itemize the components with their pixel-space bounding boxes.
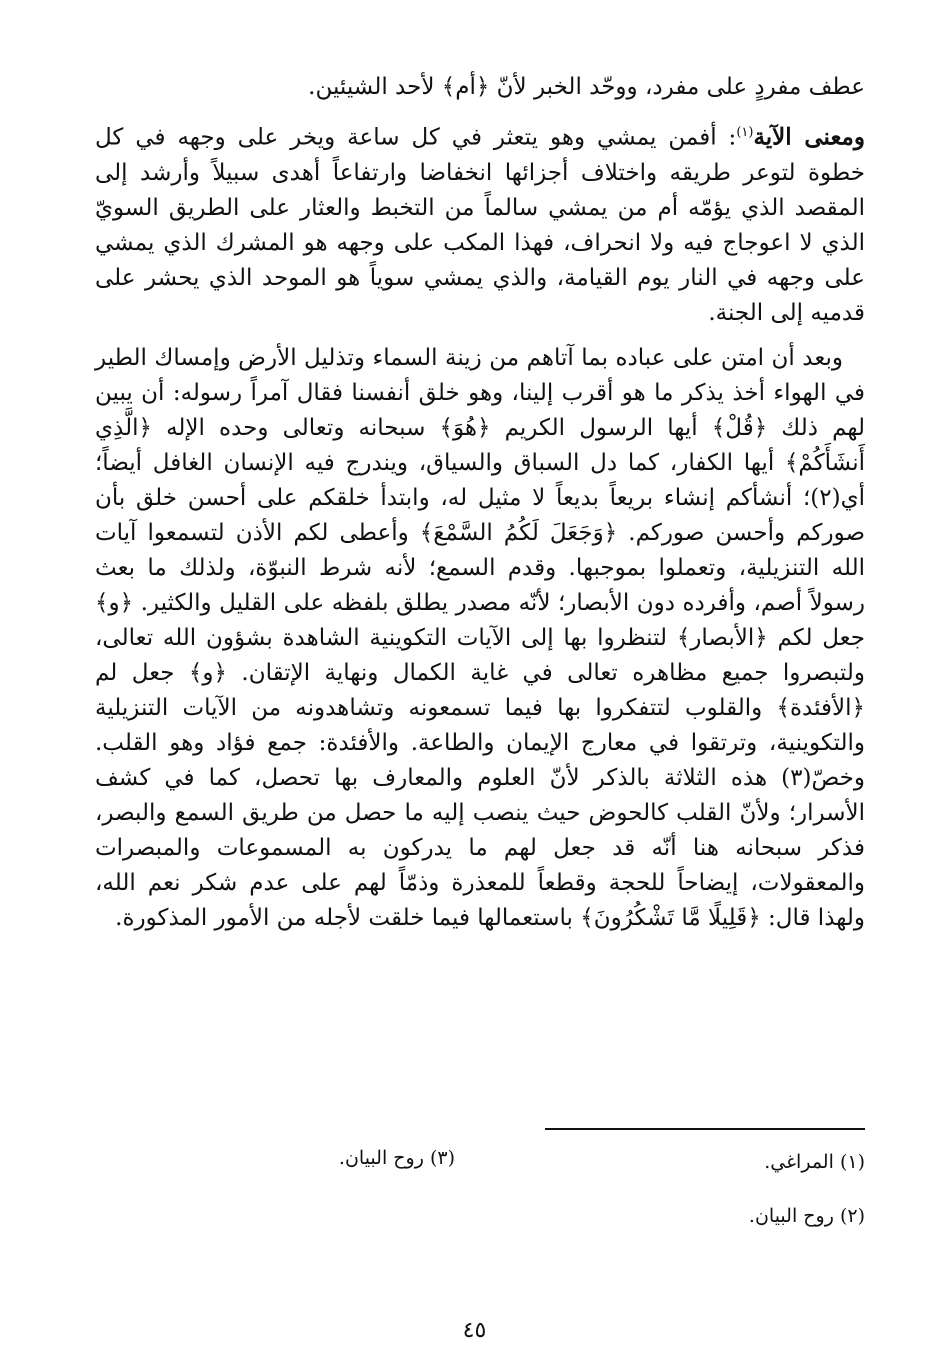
paragraph-1 (95, 70, 865, 105)
footnote-3-text: روح البيان. (338, 1147, 424, 1169)
footnote-2-text: روح البيان. (748, 1205, 834, 1227)
footnote-ref-1: (١) (736, 125, 754, 140)
paragraph-3 (95, 341, 865, 936)
footnote-3 (339, 1146, 455, 1170)
paragraph-2-text: : أفمن يمشي وهو يتعثر في كل ساعة ويخر على وجهه في كل خطوة لتوعر طريقه واختلاف أجزائها انخفاضا وارتفاعاً أهدى سبيلاً وأرشد إلى المقصد الذي يؤمّه أم من يمشي سالماً من التخبط والعثار على الطريق السويّ الذي لا اعوجاج فيه ولا انحراف، فهذا المكب على وجهه هو المشرك الذي يمشي على وجهه في النار يوم القيامة، والذي يمشي سوياً هو الموحد الذي يحشر على قدميه إلى الجنة. (95, 124, 865, 326)
page-body (95, 70, 865, 946)
footnote-1 (764, 1150, 865, 1174)
page-number: ٤٥ (462, 1318, 487, 1343)
paragraph-3-text: وبعد أن امتن على عباده بما آتاهم من زينة السماء وتذليل الأرض وإمساك الطير في الهواء أخذ يذكر ما هو أقرب إلينا، وهو خلق أنفسنا فقال آمراً رسوله: أن يبين لهم ذلك ﴿قُلْ﴾ أيها الرسول الكريم ﴿هُوَ﴾ سبحانه وتعالى وحده الإله ﴿الَّذِي أَنشَأَكُمْ﴾ أيها الكفار، كما دل السباق والسياق، ويندرج فيه الإنسان الغافل أيضاً؛ أي(٢)؛ أنشأكم إنشاء بريعاً بديعاً لا مثيل له، وابتدأ خلقكم على أحسن خلق بأن صوركم وأحسن صوركم. ﴿وَجَعَلَ لَكُمُ السَّمْعَ﴾ وأعطى لكم الأذن لتسمعوا آيات الله التنزيلية، وتعملوا بموجبها. وقدم السمع؛ لأنه شرط النبوّة، ولذلك ما بعث رسولاً أصم، وأفرده دون الأبصار؛ لأنّه مصدر يطلق بلفظه على القليل والكثير. ﴿و﴾ جعل لكم ﴿الأبصار﴾ لتنظروا بها إلى الآيات التكوينية الشاهدة بشؤون الله تعالى، ولتبصروا جميع مظاهره تعالى في غاية الكمال ونهاية الإتقان. ﴿و﴾ جعل لم ﴿الأفئدة﴾ والقلوب لتتفكروا بها فيما تسمعونه وتشاهدونه من الآيات التنزيلية والتكوينية، وترتقوا في معارج الإيمان والطاعة. والأفئدة: جمع فؤاد وهو القلب. وخصّ(٣) هذه الثلاثة بالذكر لأنّ العلوم والمعارف بها تحصل، كما في كشف الأسرار؛ ولأنّ القلب كالحوض حيث ينصب إليه ما حصل من طريق السمع والبصر، فذكر سبحانه هنا أنّه قد جعل لهم ما يدركون به المسموعات والمبصرات والمعقولات، إيضاحاً للحجة وقطعاً للمعذرة وذمّاً لهم على عدم شكر نعم الله، ولهذا قال: ﴿قَلِيلًا مَّا تَشْكُرُونَ﴾ باستعمالها فيما خلقت لأجله من الأمور المذكورة. (95, 344, 865, 931)
footnote-2-number: (٢) (839, 1205, 865, 1227)
footnote-3-number: (٣) (429, 1147, 455, 1169)
footnote-2 (749, 1204, 865, 1228)
paragraph-2 (95, 115, 865, 331)
paragraph-1-text: عطف مفردٍ على مفرد، ووحّد الخبر لأنّ ﴿أم﴾ لأحد الشيئين. (308, 74, 865, 100)
footnote-1-text: المراغي. (764, 1151, 834, 1173)
footnote-divider (545, 1128, 865, 1130)
footnote-1-number: (١) (839, 1151, 865, 1173)
paragraph-2-lead: ومعنى الآية (753, 123, 865, 151)
